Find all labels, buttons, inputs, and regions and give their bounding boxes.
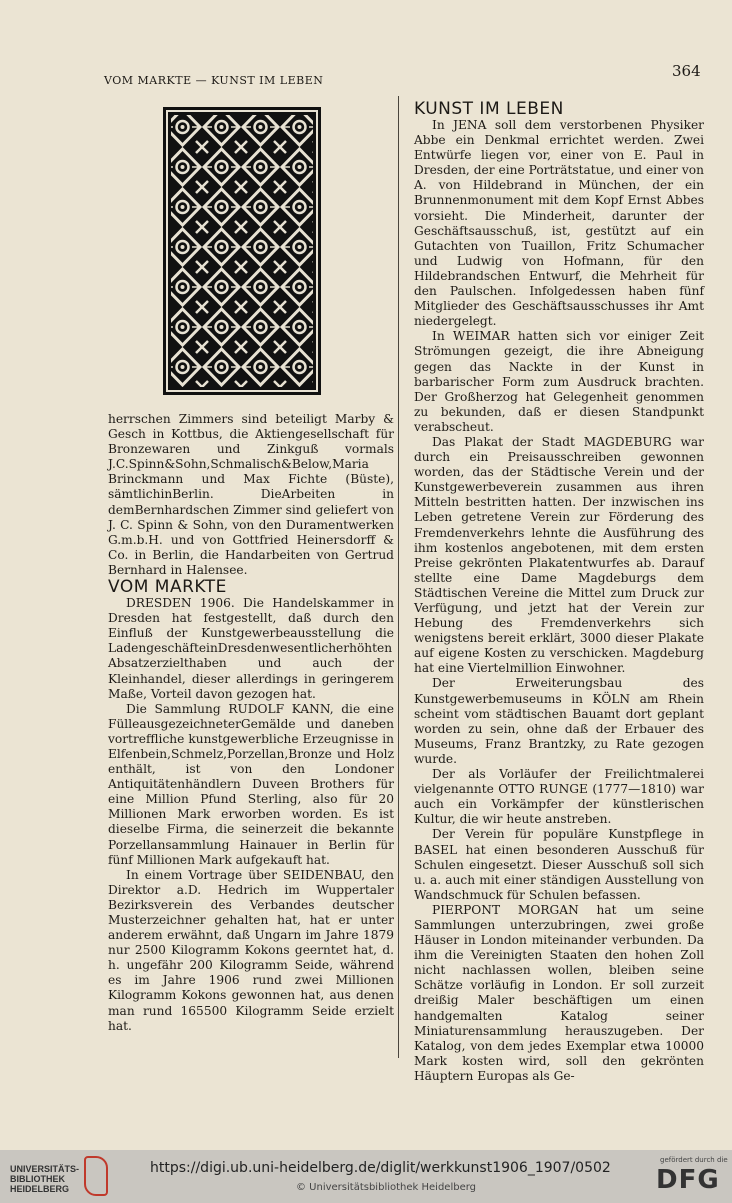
ornamental-pattern-icon — [163, 107, 321, 395]
footer-bar — [0, 1150, 732, 1203]
paragraph: Der Verein für populäre Kunstpflege in BASEL hat einen besonderen Ausschuß für Schulen eingesetzt. Dieser Ausschuß soll sich u. a. auch mit einer ständigen Ausstellung von Wandschmuck für Schulen befassen. — [414, 827, 704, 902]
library-logo-icon — [84, 1156, 108, 1196]
paragraph: herrschen Zimmers sind beteiligt Marby & Gesch in Kottbus, die Aktiengesellschaft für Bronzewaren und Zinkguß vormals J.C.Spinn&Sohn,Schmalisch&Below,Maria Brinckmann und Max Fichte (Büste), sämtlichinBerlin. DieArbeiten in demBernhardschen Zimmer sind geliefert von J. C. Spinn & Sohn, von den Duramentwerken G.m.b.H. und von Gottfried Heinersdorff & Co. in Berlin, die Handarbeiten von Gertrud Bernhard in Halensee. — [108, 412, 394, 577]
right-column — [414, 100, 704, 1084]
dfg-logo[interactable]: DFG — [656, 1165, 720, 1195]
paragraph: Das Plakat der Stadt MAGDEBURG war durch ein Preisausschreiben gewonnen worden, das der Städtische Verein und der Kunstgewerbeverein zusammen aus ihren Mitteln bestritten hatten. Der inzwischen ins Leben getretene Verein zur Förderung des Fremdenverkehrs lehnte die Ausführung des ihm kostenlos angebotenen, mit dem ersten Preise gekrönten Plakatentwurfes ab. Darauf stellte eine Dame Magdeburgs dem Städtischen Vereine die Mittel zum Druck zur Verfügung, und jetzt hat der Verein zur Hebung des Fremdenverkehrs sich wenigstens bereit erklärt, 3000 dieser Plakate auf eigene Kosten zu verschicken. Magdeburg hat eine Viertelmillion Einwohner. — [414, 434, 704, 676]
paragraph: DRESDEN 1906. Die Handelskammer in Dresden hat festgestellt, daß durch den Einfluß der Kunstgewerbeausstellung die LadengeschäfteinDresdenwesentlicherhöhten Absatzerzielthaben und auch der Kleinhandel, dieser allerdings in geringerem Maße, Vorteil davon gezogen hat. — [108, 596, 394, 701]
paragraph: Der Erweiterungsbau des Kunstgewerbemuseums in KÖLN am Rhein scheint vom städtischen Bauamt dort geplant worden zu sein, ohne daß der Erbauer des Museums, Franz Brantzky, zu Rate gezogen wurde. — [414, 676, 704, 766]
paragraph: In JENA soll dem verstorbenen Physiker Abbe ein Denkmal errichtet werden. Zwei Entwürfe liegen vor, einer von E. Paul in Dresden, der eine Porträtstatue, und einer von A. von Hildebrand in München, der ein Brunnenmonument mit dem Kopf Ernst Abbes vorsieht. Die Minderheit, darunter der Geschäftsausschuß, ist, gestützt auf ein Gutachten von Tuaillon, Fritz Schumacher und Ludwig von Hofmann, für den Hildebrandschen Entwurf, die Mehrheit für den Paulschen. Infolgedessen haben fünf Mitglieder des Geschäftsausschusses ihr Amt niedergelegt. — [414, 118, 704, 329]
section-heading-vom-markte: VOM MARKTE — [108, 577, 227, 598]
section-heading-kunst-im-leben: KUNST IM LEBEN — [414, 99, 564, 119]
library-logo[interactable]: UNIVERSITÄTS- BIBLIOTHEK HEIDELBERG — [10, 1164, 80, 1194]
paragraph: Die Sammlung RUDOLF KANN, die eine FülleausgezeichneterGemälde und daneben vortreffliche kunstgewerbliche Erzeugnisse in Elfenbein,Schmelz,Porzellan,Bronze und Holz enthält, ist von den Londoner Antiquitätenhändlern Duveen Brothers für eine Million Pfund Sterling, also für 20 Millionen Mark erworben worden. Es ist dieselbe Firma, die seinerzeit die bekannte Porzellansammlung Hainauer in Berlin für fünf Millionen Mark aufgekauft hat. — [108, 701, 394, 867]
funded-by-label: gefördert durch die — [660, 1156, 728, 1164]
paragraph: PIERPONT MORGAN hat um seine Sammlungen unterzubringen, zwei große Häuser in London miteinander verbunden. Da ihm die Vereinigten Staaten den hohen Zoll nicht nachlassen wollen, bleiben seine Schätze vorläufig in London. Er soll zurzeit dreißig Maler beschäftigen um einen handgemalten Katalog seiner Miniaturensammlung herauszugeben. Der Katalog, von dem jedes Exemplar etwa 10000 Mark kosten wird, soll den gekrönten Häuptern Europas als Ge- — [414, 902, 704, 1083]
column-divider — [398, 96, 399, 1058]
page-number: 364 — [672, 62, 701, 80]
paragraph: Der als Vorläufer der Freilichtmalerei vielgenannte OTTO RUNGE (1777—1810) war auch ein Vorkämpfer der künstlerischen Kultur, die wir heute anstreben. — [414, 767, 704, 827]
copyright-notice: © Universitätsbibliothek Heidelberg — [296, 1182, 477, 1193]
permalink[interactable]: https://digi.ub.uni-heidelberg.de/diglit/werkkunst1906_1907/0502 — [150, 1160, 611, 1176]
paragraph: In WEIMAR hatten sich vor einiger Zeit Strömungen gezeigt, die ihre Abneigung gegen das Nackte in der Kunst in barbarischer Form zum Ausdruck brachten. Der Großherzog hat Gelegenheit genommen zu bekunden, daß er diesen Standpunkt verabscheut. — [414, 329, 704, 434]
running-head: VOM MARKTE — KUNST IM LEBEN — [104, 74, 324, 87]
left-column — [108, 412, 394, 1034]
paragraph: In einem Vortrage über SEIDENBAU, den Direktor a.D. Hedrich im Wuppertaler Bezirksverein des Verbandes deutscher Musterzeichner gehalten hat, hat er unter anderem erwähnt, daß Ungarn im Jahre 1879 nur 2500 Kilogramm Kokons geerntet hat, d. h. ungefähr 200 Kilogramm Seide, während es im Jahre 1906 rund zwei Millionen Kilogramm Kokons gewonnen hat, aus denen man rund 165500 Kilogramm Seide erzielt hat. — [108, 867, 394, 1033]
